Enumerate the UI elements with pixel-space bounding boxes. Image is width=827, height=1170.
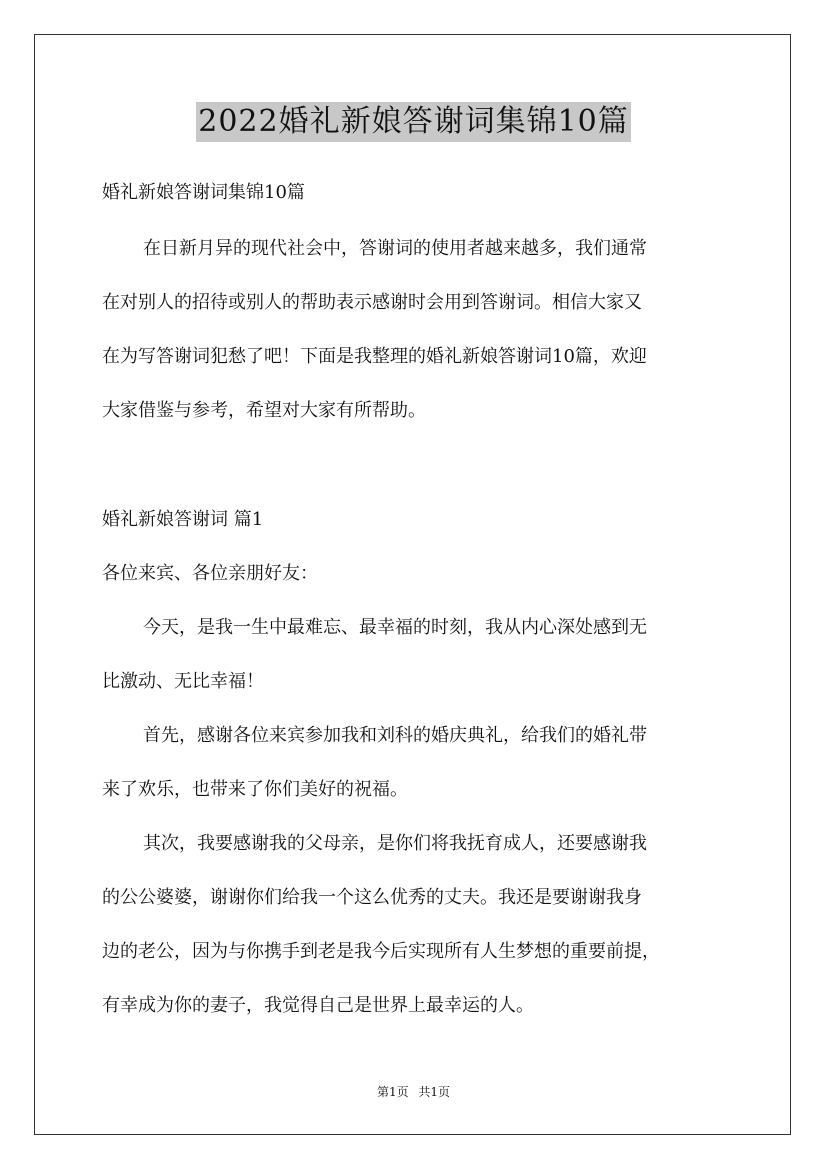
page-footer: [0, 1084, 827, 1100]
paragraph-line: 比激动、无比幸福！: [102, 671, 264, 692]
paragraph-line: 有幸成为你的妻子，我觉得自己是世界上最幸运的人。: [102, 995, 534, 1016]
intro-line: 在为写答谢词犯愁了吧！下面是我整理的婚礼新娘答谢词10篇，欢迎: [102, 346, 647, 367]
paragraph-line: 首先，感谢各位来宾参加我和刘科的婚庆典礼，给我们的婚礼带: [143, 725, 647, 746]
salutation: 各位来宾、各位亲朋好友：: [102, 563, 318, 584]
page-total: 共1页: [418, 1085, 451, 1099]
intro-line: 大家借鉴与参考，希望对大家有所帮助。: [102, 400, 426, 421]
section-heading: 婚礼新娘答谢词 篇1: [102, 509, 264, 530]
paragraph-line: 的公公婆婆，谢谢你们给我一个这么优秀的丈夫。我还是要谢谢我身: [102, 887, 642, 908]
paragraph-line: 边的老公，因为与你携手到老是我今后实现所有人生梦想的重要前提，: [102, 941, 660, 962]
intro-line: 在对别人的招待或别人的帮助表示感谢时会用到答谢词。相信大家又: [102, 292, 642, 313]
paragraph-line: 来了欢乐，也带来了你们美好的祝福。: [102, 779, 408, 800]
title-block: [0, 102, 827, 142]
intro-line: 在日新月异的现代社会中，答谢词的使用者越来越多，我们通常: [143, 238, 647, 259]
document-subtitle: 婚礼新娘答谢词集锦10篇: [102, 182, 305, 203]
paragraph-line: 其次，我要感谢我的父母亲，是你们将我抚育成人，还要感谢我: [143, 833, 647, 854]
page-number: 第1页: [376, 1085, 409, 1099]
paragraph-line: 今天，是我一生中最难忘、最幸福的时刻，我从内心深处感到无: [143, 617, 647, 638]
document-title: 2022婚礼新娘答谢词集锦10篇: [196, 102, 631, 142]
